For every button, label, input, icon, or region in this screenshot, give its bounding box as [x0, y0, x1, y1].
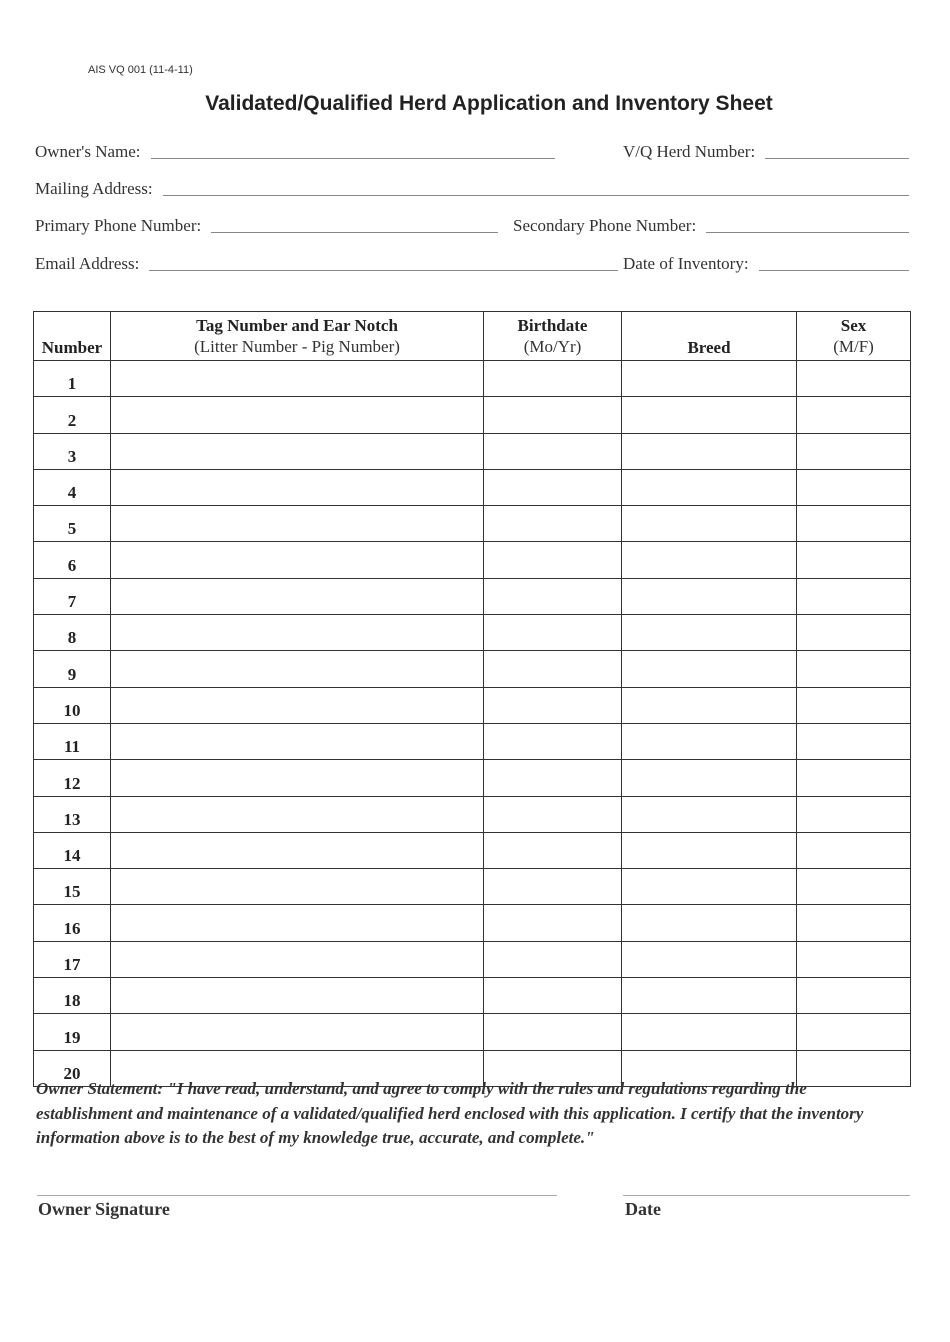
breed-cell[interactable]: [622, 723, 797, 759]
table-row: [34, 615, 911, 651]
row-number: 7: [34, 578, 111, 614]
birthdate-cell[interactable]: [484, 760, 622, 796]
sex-cell[interactable]: [797, 397, 911, 433]
sex-cell[interactable]: [797, 469, 911, 505]
birthdate-cell[interactable]: [484, 433, 622, 469]
birthdate-cell[interactable]: [484, 687, 622, 723]
birthdate-cell[interactable]: [484, 469, 622, 505]
vq-herd-number-field: [623, 142, 909, 162]
owner-name-field: [35, 142, 555, 162]
birthdate-cell[interactable]: [484, 615, 622, 651]
breed-cell[interactable]: [622, 941, 797, 977]
breed-cell[interactable]: [622, 796, 797, 832]
col-header-birthdate: [484, 312, 622, 361]
table-row: [34, 869, 911, 905]
table-row: [34, 469, 911, 505]
row-number: 13: [34, 796, 111, 832]
birthdate-cell[interactable]: [484, 578, 622, 614]
sex-cell[interactable]: [797, 1014, 911, 1050]
breed-cell[interactable]: [622, 542, 797, 578]
email-field: [35, 254, 618, 274]
sex-cell[interactable]: [797, 433, 911, 469]
birthdate-cell[interactable]: [484, 361, 622, 397]
table-row: [34, 832, 911, 868]
breed-cell[interactable]: [622, 978, 797, 1014]
tag-cell[interactable]: [111, 832, 484, 868]
sex-cell[interactable]: [797, 578, 911, 614]
sex-cell[interactable]: [797, 905, 911, 941]
owner-name-label: Owner's Name:: [35, 142, 141, 161]
breed-cell[interactable]: [622, 615, 797, 651]
mailing-address-label: Mailing Address:: [35, 179, 153, 198]
email-input[interactable]: [149, 269, 618, 271]
row-number: 16: [34, 905, 111, 941]
birthdate-cell[interactable]: [484, 978, 622, 1014]
mailing-address-field: [35, 179, 909, 199]
sex-header-title: Sex: [840, 316, 867, 335]
tag-cell[interactable]: [111, 615, 484, 651]
table-row: [34, 361, 911, 397]
row-number: 2: [34, 397, 111, 433]
tag-cell[interactable]: [111, 433, 484, 469]
breed-cell[interactable]: [622, 832, 797, 868]
breed-cell[interactable]: [622, 397, 797, 433]
table-row: [34, 542, 911, 578]
tag-cell[interactable]: [111, 397, 484, 433]
breed-cell[interactable]: [622, 361, 797, 397]
tag-cell[interactable]: [111, 361, 484, 397]
owner-name-input[interactable]: [151, 157, 555, 159]
sex-cell[interactable]: [797, 760, 911, 796]
tag-cell[interactable]: [111, 542, 484, 578]
birthdate-cell[interactable]: [484, 506, 622, 542]
page-title: Validated/Qualified Herd Application and Inventory Sheet: [205, 92, 773, 115]
row-number: 4: [34, 469, 111, 505]
sex-cell[interactable]: [797, 832, 911, 868]
tag-cell[interactable]: [111, 723, 484, 759]
date-of-inventory-label: Date of Inventory:: [623, 254, 749, 273]
date-of-inventory-field: [623, 254, 909, 274]
birthdate-cell[interactable]: [484, 832, 622, 868]
table-row: [34, 687, 911, 723]
birthdate-header-sub: (Mo/Yr): [523, 337, 582, 356]
tag-cell[interactable]: [111, 941, 484, 977]
sex-cell[interactable]: [797, 615, 911, 651]
sex-cell[interactable]: [797, 869, 911, 905]
secondary-phone-label: Secondary Phone Number:: [513, 216, 697, 235]
tag-cell[interactable]: [111, 1014, 484, 1050]
table-row: [34, 796, 911, 832]
breed-cell[interactable]: [622, 1014, 797, 1050]
row-number: 12: [34, 760, 111, 796]
row-number: 11: [34, 723, 111, 759]
birthdate-cell[interactable]: [484, 869, 622, 905]
breed-cell[interactable]: [622, 651, 797, 687]
breed-cell[interactable]: [622, 433, 797, 469]
table-row: [34, 723, 911, 759]
sex-cell[interactable]: [797, 651, 911, 687]
tag-cell[interactable]: [111, 905, 484, 941]
row-number: 10: [34, 687, 111, 723]
table-row: [34, 905, 911, 941]
table-row: [34, 397, 911, 433]
row-number: 17: [34, 941, 111, 977]
tag-header-sub: (Litter Number - Pig Number): [194, 337, 400, 356]
tag-cell[interactable]: [111, 469, 484, 505]
table-row: [34, 433, 911, 469]
birthdate-cell[interactable]: [484, 905, 622, 941]
row-number: 19: [34, 1014, 111, 1050]
table-row: [34, 978, 911, 1014]
col-header-number: Number: [34, 312, 111, 361]
birthdate-cell[interactable]: [484, 651, 622, 687]
birthdate-cell[interactable]: [484, 723, 622, 759]
col-header-sex: [797, 312, 911, 361]
row-number: 6: [34, 542, 111, 578]
primary-phone-input[interactable]: [211, 231, 498, 233]
row-number: 1: [34, 361, 111, 397]
vq-herd-number-label: V/Q Herd Number:: [623, 142, 756, 161]
tag-cell[interactable]: [111, 978, 484, 1014]
row-number: 3: [34, 433, 111, 469]
sex-cell[interactable]: [797, 796, 911, 832]
table-row: [34, 578, 911, 614]
primary-phone-field: [35, 216, 498, 236]
row-number: 8: [34, 615, 111, 651]
tag-cell[interactable]: [111, 760, 484, 796]
birthdate-cell[interactable]: [484, 397, 622, 433]
row-number: 15: [34, 869, 111, 905]
form-code: AIS VQ 001 (11-4-11): [88, 64, 193, 76]
table-row: [34, 1014, 911, 1050]
sex-cell[interactable]: [797, 542, 911, 578]
breed-cell[interactable]: [622, 905, 797, 941]
birthdate-cell[interactable]: [484, 796, 622, 832]
breed-cell[interactable]: [622, 506, 797, 542]
col-header-breed: Breed: [622, 312, 797, 361]
row-number: 5: [34, 506, 111, 542]
birthdate-cell[interactable]: [484, 941, 622, 977]
row-number: 14: [34, 832, 111, 868]
col-header-tag: [111, 312, 484, 361]
breed-cell[interactable]: [622, 869, 797, 905]
birthdate-header-title: Birthdate: [517, 316, 588, 335]
sex-cell[interactable]: [797, 361, 911, 397]
breed-cell[interactable]: [622, 687, 797, 723]
row-number: 20: [34, 1050, 111, 1086]
date-of-inventory-input[interactable]: [759, 269, 909, 271]
breed-cell[interactable]: [622, 578, 797, 614]
tag-cell[interactable]: [111, 796, 484, 832]
breed-cell[interactable]: [622, 469, 797, 505]
inventory-table: [33, 311, 911, 1087]
tag-cell[interactable]: [111, 506, 484, 542]
table-header-row: [34, 312, 911, 361]
tag-cell[interactable]: [111, 687, 484, 723]
vq-herd-number-input[interactable]: [765, 157, 909, 159]
birthdate-cell[interactable]: [484, 542, 622, 578]
tag-header-title: Tag Number and Ear Notch: [196, 316, 398, 335]
secondary-phone-input[interactable]: [706, 231, 909, 233]
date-signature-line[interactable]: [623, 1195, 910, 1196]
row-number: 9: [34, 651, 111, 687]
date-signature-label: Date: [625, 1199, 661, 1219]
owner-signature-label: Owner Signature: [38, 1199, 170, 1219]
sex-cell[interactable]: [797, 978, 911, 1014]
tag-cell[interactable]: [111, 869, 484, 905]
email-label: Email Address:: [35, 254, 140, 273]
inventory-table-body: [34, 361, 911, 1087]
sex-header-sub: (M/F): [833, 337, 874, 356]
sex-cell[interactable]: [797, 723, 911, 759]
tag-cell[interactable]: [111, 651, 484, 687]
tag-cell[interactable]: [111, 578, 484, 614]
sex-cell[interactable]: [797, 506, 911, 542]
sex-cell[interactable]: [797, 687, 911, 723]
row-number: 18: [34, 978, 111, 1014]
owner-signature-line[interactable]: [37, 1195, 557, 1196]
table-row: [34, 760, 911, 796]
owner-statement: Owner Statement: "I have read, understand, and agree to comply with the rules and regulations regarding the establishment and maintenance of a validated/qualified herd enclosed with this application. I certify that the inventory information above is to the best of my knowledge true, accurate, and complete.": [36, 1079, 864, 1147]
secondary-phone-field: [513, 216, 909, 236]
birthdate-cell[interactable]: [484, 1014, 622, 1050]
table-row: [34, 506, 911, 542]
primary-phone-label: Primary Phone Number:: [35, 216, 202, 235]
mailing-address-input[interactable]: [163, 194, 909, 196]
table-row: [34, 941, 911, 977]
table-row: [34, 651, 911, 687]
sex-cell[interactable]: [797, 941, 911, 977]
breed-cell[interactable]: [622, 760, 797, 796]
